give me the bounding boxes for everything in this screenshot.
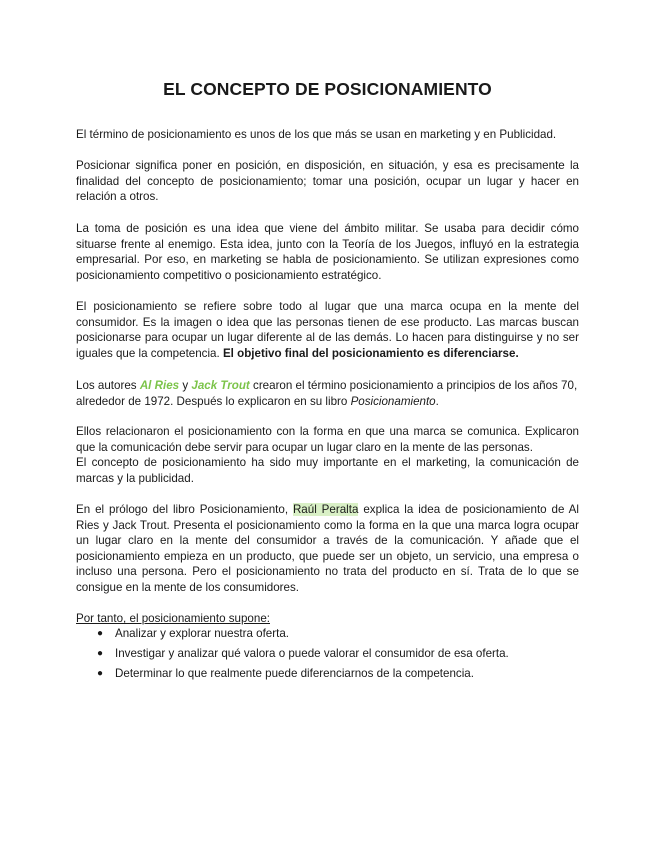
author-al-ries: Al Ries <box>139 379 180 392</box>
paragraph-text: El concepto de posicionamiento ha sido muy importante en el marketing, la comunicación de marcas y la publicidad. <box>76 456 579 485</box>
text-fragment: . <box>435 394 439 408</box>
highlighted-name: Raúl Peralta <box>292 503 359 516</box>
text-fragment: crearon el término posicionamiento a principios de los años 70, alrededor de 1972. Después lo explicaron en su libro <box>76 379 578 408</box>
paragraph-military-origin: La toma de posición es una idea que viene del ámbito militar. Se usaba para decidir cómo situarse frente al enemigo. Esta idea, junto con la Teoría de los Juegos, influyó en la estrategia empresarial. Por eso, en marketing se habla de posicionamiento. Se utilizan expresiones como posicionamiento competitivo o posicionamiento estratégico. <box>76 222 579 282</box>
book-title: Posicionamiento <box>350 394 436 408</box>
bullet-icon: ● <box>97 628 104 639</box>
paragraph-text: El posicionamiento se refiere sobre todo al lugar que una marca ocupa en la mente del consumidor. Es la imagen o idea que las personas tienen de ese producto. Las marcas buscan posicionarse para ocupar un lugar diferente al de las demás. Lo hacen para distinguirse y no ser iguales que la competencia. <box>76 300 579 360</box>
text-fragment: y <box>179 379 192 392</box>
document-title: EL CONCEPTO DE POSICIONAMIENTO <box>163 79 492 99</box>
list-item <box>76 626 579 642</box>
paragraph-text: Ellos relacionaron el posicionamiento con la forma en que una marca se comunica. Explicaron que la comunicación debe servir para ocupar un lugar claro en la mente de las personas. <box>76 425 579 454</box>
list-item <box>76 666 579 682</box>
bold-conclusion: El objetivo final del posicionamiento es diferenciarse. <box>222 346 519 360</box>
list-item-text: Analizar y explorar nuestra oferta. <box>115 627 289 640</box>
paragraph-communication <box>76 424 579 486</box>
list-heading: Por tanto, el posicionamiento supone: <box>76 612 270 625</box>
paragraph-definition: Posicionar significa poner en posición, en disposición, en situación, y esa es precisamente la finalidad del concepto de posicionamiento; tomar una posición, ocupar un lugar y hacer en relación a otros. <box>76 159 579 204</box>
text-fragment: Los autores <box>76 379 140 392</box>
list-item-text: Investigar y analizar qué valora o puede valorar el consumidor de esa oferta. <box>115 646 509 660</box>
list-item <box>76 646 579 662</box>
paragraph-prologue <box>76 502 579 596</box>
paragraph-intro: El término de posicionamiento es unos de los que más se usan en marketing y en Publicidad. <box>76 128 557 141</box>
bullet-icon: ● <box>97 647 104 659</box>
author-jack-trout: Jack Trout <box>191 379 250 392</box>
bullet-list <box>76 626 579 686</box>
text-fragment: En el prólogo del libro Posicionamiento, <box>76 503 293 516</box>
paragraph-consumer-mind <box>76 299 579 361</box>
bullet-icon: ● <box>97 667 104 679</box>
list-item-text: Determinar lo que realmente puede diferenciarnos de la competencia. <box>115 666 474 680</box>
text-fragment: explica la idea de posicionamiento de Al Ries y Jack Trout. Presenta el posicionamiento como la forma en la que una marca logra ocupar un lugar claro en la mente del consumidor a través de la comunicación. Y añade que el posicionamiento empieza en un producto, que puede ser un objeto, un servicio, una empresa o incluso una persona. Pero el posicionamiento no trata del producto en sí. Trata de lo que se consigue en la mente de los consumidores. <box>76 503 579 594</box>
paragraph-authors <box>76 378 579 409</box>
